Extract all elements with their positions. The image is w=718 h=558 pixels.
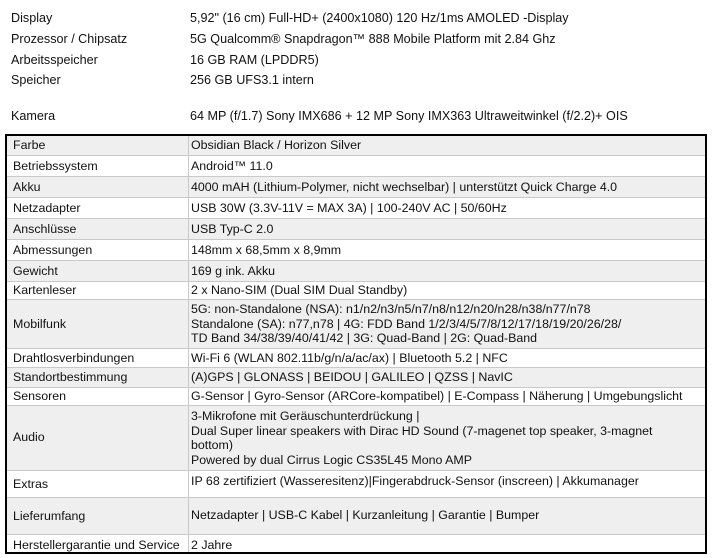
value-line: 5G: non-Standalone (NSA): n1/n2/n3/n5/n7/n8/n12/n20/n28/n38/n77/n78 xyxy=(191,302,591,316)
table-row xyxy=(7,406,705,470)
row-divider xyxy=(7,387,705,388)
row-value xyxy=(191,409,701,467)
value-line: 2 Jahre xyxy=(191,538,233,552)
row-value xyxy=(191,508,701,523)
row-label: Netzadapter xyxy=(13,201,81,215)
spec-value: 5,92" (16 cm) Full-HD+ (2400x1080) 120 Hz/1ms AMOLED -Display xyxy=(190,11,569,25)
row-label: Sensoren xyxy=(13,389,67,403)
row-label: Kartenleser xyxy=(13,283,77,297)
row-label: Abmessungen xyxy=(13,243,93,257)
row-value xyxy=(191,222,701,237)
row-divider xyxy=(7,299,705,300)
row-divider xyxy=(7,367,705,368)
value-line: (A)GPS | GLONASS | BEIDOU | GALILEO | QZSS | NavIC xyxy=(191,370,513,384)
spec-value: 16 GB RAM (LPDDR5) xyxy=(190,53,319,67)
table-row xyxy=(7,198,705,218)
row-divider xyxy=(7,281,705,282)
row-value xyxy=(191,389,701,404)
table-row xyxy=(7,498,705,534)
row-divider xyxy=(7,197,705,198)
row-value xyxy=(191,180,701,195)
spec-label: Kamera xyxy=(11,109,56,123)
row-value xyxy=(191,538,701,553)
row-label: Audio xyxy=(13,430,45,444)
row-value xyxy=(191,159,701,174)
spec-label: Arbeitsspeicher xyxy=(11,53,98,67)
row-divider xyxy=(7,534,705,535)
row-label: Betriebssystem xyxy=(13,159,98,173)
value-line: Dual Super linear speakers with Dirac HD Sound (7-magenet top speaker, 3-magnet xyxy=(191,423,653,438)
value-line: TD Band 34/38/39/40/41/42 | 3G: Quad-Band | 2G: Quad-Band xyxy=(191,331,538,345)
spec-label: Speicher xyxy=(11,73,61,87)
row-label: Herstellergarantie und Service xyxy=(13,538,180,552)
row-divider xyxy=(7,470,705,471)
value-line: 3-Mikrofone mit Geräuschunterdrückung | xyxy=(191,409,420,423)
value-line: Netzadapter | USB-C Kabel | Kurzanleitung | Garantie | Bumper xyxy=(191,508,540,522)
row-divider xyxy=(7,405,705,406)
table-row xyxy=(7,388,705,405)
spec-value: 64 MP (f/1.7) Sony IMX686 + 12 MP Sony IMX363 Ultraweitwinkel (f/2.2)+ OIS xyxy=(190,109,628,123)
row-divider xyxy=(7,348,705,349)
row-label: Standortbestimmung xyxy=(13,370,128,384)
table-row xyxy=(7,156,705,176)
spec-label: Prozessor / Chipsatz xyxy=(11,32,128,46)
value-line: 4000 mAH (Lithium-Polymer, nicht wechselbar) | unterstützt Quick Charge 4.0 xyxy=(191,180,618,194)
row-label: Anschlüsse xyxy=(13,222,77,236)
value-line: USB Typ-C 2.0 xyxy=(191,222,274,236)
row-label: Gewicht xyxy=(13,264,58,278)
table-row xyxy=(7,282,705,299)
value-line: Powered by dual Cirrus Logic CS35L45 Mono AMP xyxy=(191,452,473,467)
row-divider xyxy=(7,497,705,498)
table-row xyxy=(7,136,705,155)
value-line: G-Sensor | Gyro-Sensor (ARCore-kompatibel) | E-Compass | Näherung | Umgebungslicht xyxy=(191,389,683,403)
row-value xyxy=(191,201,701,216)
value-line: Obsidian Black / Horizon Silver xyxy=(191,138,362,152)
table-row xyxy=(7,240,705,260)
row-value xyxy=(191,264,701,279)
row-divider xyxy=(7,239,705,240)
table-row xyxy=(7,177,705,197)
spec-table xyxy=(5,134,707,554)
table-row xyxy=(7,300,705,348)
table-row xyxy=(7,349,705,367)
value-line: USB 30W (3.3V-11V = MAX 3A) | 100-240V AC | 50/60Hz xyxy=(191,201,507,215)
value-line: Wi-Fi 6 (WLAN 802.11b/g/n/a/ac/ax) | Bluetooth 5.2 | NFC xyxy=(191,351,508,365)
table-row xyxy=(7,368,705,387)
row-divider xyxy=(7,260,705,261)
value-line: Android™ 11.0 xyxy=(191,159,273,173)
row-value xyxy=(191,474,701,489)
value-line: 148mm x 68,5mm x 8,9mm xyxy=(191,243,342,257)
row-divider xyxy=(7,176,705,177)
table-row xyxy=(7,535,705,554)
row-divider xyxy=(7,218,705,219)
row-value xyxy=(191,243,701,258)
row-label: Drahtlosverbindungen xyxy=(13,351,135,365)
row-divider xyxy=(7,155,705,156)
row-label: Extras xyxy=(13,477,49,491)
value-line: 169 g ink. Akku xyxy=(191,264,276,278)
column-divider xyxy=(188,136,189,552)
row-value xyxy=(191,351,701,366)
value-line: Standalone (SA): n77,n78 | 4G: FDD Band 1/2/3/4/5/7/8/12/17/18/19/20/26/28/ xyxy=(191,316,622,331)
value-line: IP 68 zertifiziert (Wasseresitenz)|Fingerabdruck-Sensor (inscreen) | Akkumanager xyxy=(191,474,639,488)
value-line: bottom) xyxy=(191,438,234,452)
row-value xyxy=(191,370,701,385)
table-row xyxy=(7,261,705,281)
spec-value: 5G Qualcomm® Snapdragon™ 888 Mobile Platform mit 2.84 Ghz xyxy=(190,32,556,46)
row-label: Lieferumfang xyxy=(13,509,86,523)
spec-value: 256 GB UFS3.1 intern xyxy=(190,73,314,87)
table-row xyxy=(7,471,705,497)
row-value xyxy=(191,283,701,298)
row-value xyxy=(191,138,701,153)
row-label: Farbe xyxy=(13,138,46,152)
row-label: Akku xyxy=(13,180,41,194)
spec-label: Display xyxy=(11,11,53,25)
row-label: Mobilfunk xyxy=(13,317,67,331)
row-value xyxy=(191,302,701,346)
table-row xyxy=(7,219,705,239)
value-line: 2 x Nano-SIM (Dual SIM Dual Standby) xyxy=(191,283,408,297)
